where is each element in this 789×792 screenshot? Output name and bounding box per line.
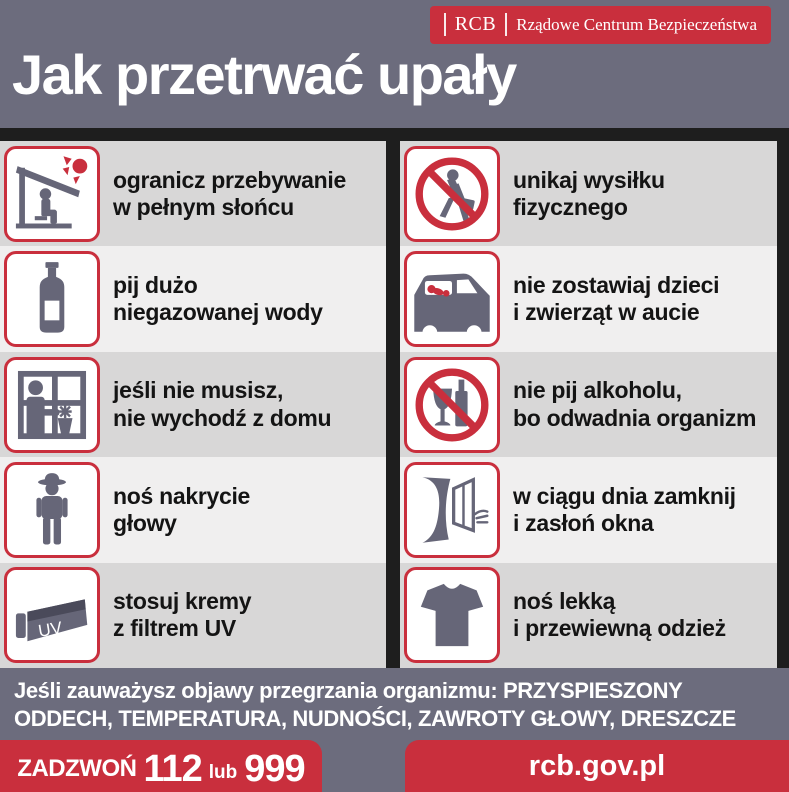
tip-text: nie zostawiaj dzieci i zwierząt w aucie bbox=[513, 271, 720, 326]
emergency-number-112: 112 bbox=[143, 748, 202, 790]
page-title: Jak przetrwać upały bbox=[12, 43, 516, 106]
no-alcohol-icon bbox=[404, 357, 500, 453]
tip-row-light-clothes bbox=[400, 563, 777, 668]
tip-row-stay-home bbox=[0, 352, 386, 457]
tip-text: stosuj kremy z filtrem UV bbox=[113, 588, 252, 642]
tips-column-left bbox=[0, 141, 386, 668]
divider-top bbox=[0, 128, 789, 141]
uv-cream-icon bbox=[4, 567, 100, 663]
tip-row-close-windows bbox=[400, 457, 777, 562]
light-clothes-icon bbox=[404, 567, 500, 663]
tip-text: w ciągu dnia zamknij i zasłoń okna bbox=[513, 482, 736, 536]
tip-text: unikaj wysiłku fizycznego bbox=[513, 166, 665, 220]
rcb-logo-abbr: RCB bbox=[444, 13, 508, 36]
stay-home-window-icon bbox=[4, 357, 100, 453]
tip-text: ogranicz przebywanie w pełnym słońcu bbox=[113, 166, 347, 220]
child-in-car-icon bbox=[404, 251, 500, 347]
tip-text: noś nakrycie głowy bbox=[113, 482, 251, 536]
tip-row-no-effort bbox=[400, 141, 777, 246]
tip-row-no-kids-in-car bbox=[400, 246, 777, 351]
tip-row-no-alcohol bbox=[400, 352, 777, 457]
overheating-warning bbox=[0, 668, 789, 740]
water-bottle-icon bbox=[4, 251, 100, 347]
warning-line-1: Jeśli zauważysz objawy przegrzania organizmu: PRZYSPIESZONY bbox=[14, 678, 683, 703]
tips-column-right bbox=[400, 141, 777, 668]
divider-middle bbox=[386, 141, 400, 668]
tip-row-headwear bbox=[0, 457, 386, 562]
tip-text: jeśli nie musisz, nie wychodź z domu bbox=[113, 377, 332, 431]
divider-right bbox=[777, 141, 789, 668]
rcb-website-link[interactable]: rcb.gov.pl bbox=[405, 740, 789, 792]
tip-row-limit-sun bbox=[0, 141, 386, 246]
tip-text: noś lekką i przewiewną odzież bbox=[513, 588, 726, 642]
tip-row-drink-water bbox=[0, 246, 386, 351]
person-hat-icon bbox=[4, 462, 100, 558]
emergency-number-999: 999 bbox=[244, 748, 305, 790]
call-label: ZADZWOŃ bbox=[17, 755, 137, 782]
tip-text: pij dużo niegazowanej wody bbox=[113, 271, 323, 326]
tips-grid bbox=[0, 141, 789, 668]
shelter-sun-icon bbox=[4, 146, 100, 242]
conjunction-label: lub bbox=[208, 762, 238, 783]
footer bbox=[0, 740, 789, 792]
warning-line-2: ODDECH, TEMPERATURA, NUDNOŚCI, ZAWROTY GŁOWY, DRESZCZE bbox=[14, 705, 736, 731]
tip-text: nie pij alkoholu, bo odwadnia organizm bbox=[513, 377, 757, 431]
header bbox=[0, 0, 789, 128]
svg-text:UV: UV bbox=[36, 617, 64, 642]
rcb-logo-org: Rządowe Centrum Bezpieczeństwa bbox=[516, 14, 757, 34]
no-physical-effort-icon bbox=[404, 146, 500, 242]
emergency-call-banner bbox=[0, 740, 322, 792]
tip-row-uv-cream bbox=[0, 563, 386, 668]
rcb-logo bbox=[430, 6, 771, 44]
close-windows-icon bbox=[404, 462, 500, 558]
